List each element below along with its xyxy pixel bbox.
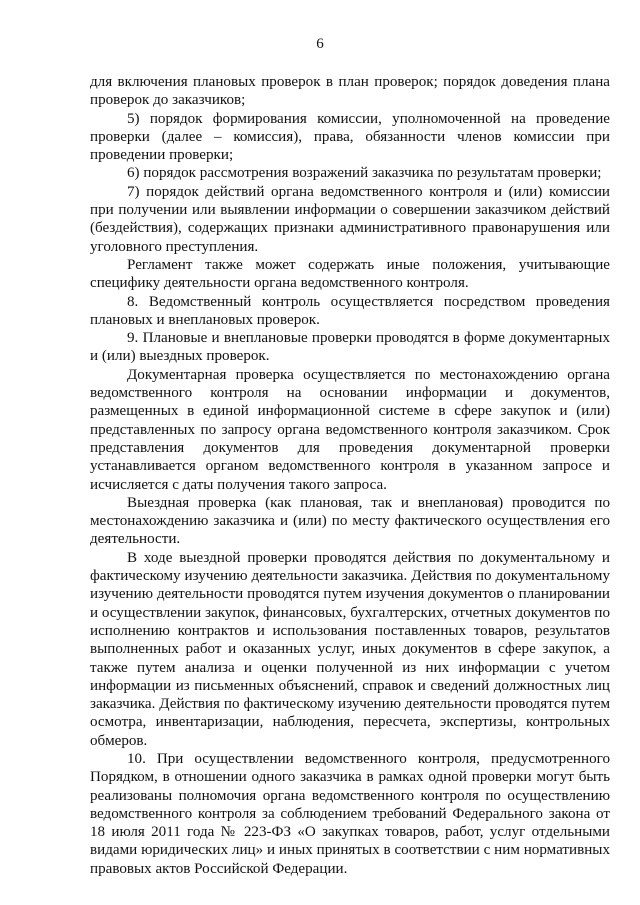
paragraph-documentary-check: Документарная проверка осуществляется по местонахождению органа ведомственного контроля на основании информации и документов, размещенных в единой информационной системе в сфере закупок и (или) представленных по запросу органа ведомственного контроля заказчиком. Срок представления документов для проведения документарной проверки устанавливается органом ведомственного контроля в указанном запросе и исчисляется с даты получения такого запроса. xyxy=(90,366,610,493)
paragraph-item-7: 7) порядок действий органа ведомственного контроля и (или) комиссии при получении или выявлении информации о совершении заказчиком действий (бездействия), содержащих признаки административного правонарушения или уголовного преступления. xyxy=(90,183,610,255)
paragraph-continuation: для включения плановых проверок в план проверок; порядок доведения плана проверок до заказчиков; xyxy=(90,74,610,109)
paragraph-item-5: 5) порядок формирования комиссии, уполномоченной на проведение проверки (далее – комиссия), права, обязанности членов комиссии при проведении проверки; xyxy=(90,110,610,164)
document-body xyxy=(90,73,610,878)
paragraph-regulation: Регламент также может содержать иные положения, учитывающие специфику деятельности органа ведомственного контроля. xyxy=(90,256,610,292)
page-number: 6 xyxy=(316,36,324,52)
paragraph-onsite-actions: В ходе выездной проверки проводятся действия по документальному и фактическому изучению деятельности заказчика. Действия по документальному изучению деятельности проводятся путем изучения документов о планировании и осуществлении закупок, финансовых, бухгалтерских, отчетных документов по исполнению контрактов и использования поставленных товаров, результатов выполненных работ и оказанных услуг, иных документов в сфере закупок, а также путем анализа и оценки полученной из них информации с учетом информации из письменных объяснений, справок и сведений должностных лиц заказчика. Действия по фактическому изучению деятельности проводятся путем осмотра, инвентаризации, наблюдения, пересчета, экспертизы, контрольных обмеров. xyxy=(90,549,610,749)
paragraph-item-6: 6) порядок рассмотрения возражений заказчика по результатам проверки; xyxy=(127,165,602,182)
paragraph-clause-10: 10. При осуществлении ведомственного контроля, предусмотренного Порядком, в отношении одного заказчика в рамках одной проверки могут быть реализованы полномочия органа ведомственного контроля по осуществлению ведомственного контроля за соблюдением требований Федерального закона от 18 июля 2011 года № 223-ФЗ «О закупках товаров, работ, услуг отдельными видами юридических лиц» и иных принятых в соответствии с ним нормативных правовых актов Российской Федерации. xyxy=(90,750,610,877)
paragraph-clause-8: 8. Ведомственный контроль осуществляется посредством проведения плановых и внеплановых проверок. xyxy=(90,293,610,328)
paragraph-clause-9: 9. Плановые и внеплановые проверки проводятся в форме документарных и (или) выездных проверок. xyxy=(90,330,610,365)
paragraph-onsite-check: Выездная проверка (как плановая, так и внеплановая) проводится по местонахождению заказчика и (или) по месту фактического осуществления его деятельности. xyxy=(90,494,610,548)
